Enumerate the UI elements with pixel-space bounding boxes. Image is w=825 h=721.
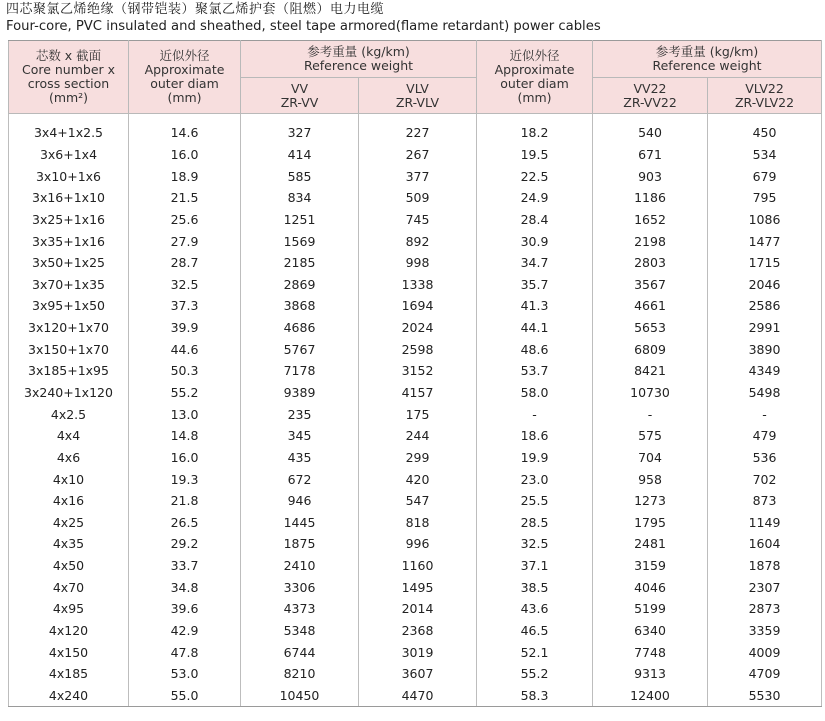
spacer-cell [708, 114, 822, 123]
spacer-cell [9, 114, 129, 123]
vv-weight-cell: 327 [241, 122, 359, 144]
core-section-cell: 4x50 [9, 555, 129, 577]
table-row [9, 403, 822, 425]
armored-outer-diameter-cell: 24.9 [477, 187, 593, 209]
table-row [9, 685, 822, 707]
armored-outer-diameter-cell: 35.7 [477, 273, 593, 295]
vv22-weight-cell: 12400 [593, 685, 708, 707]
zr-vlv-label: ZR-VLV [395, 94, 440, 110]
armored-diameter-header-en-line1: Approximate [494, 62, 575, 77]
vlv22-weight-cell: 2586 [708, 295, 822, 317]
vv22-weight-cell: 8421 [593, 360, 708, 382]
vlv-weight-cell: 3607 [359, 663, 477, 685]
vv-weight-cell: 3868 [241, 295, 359, 317]
armored-outer-diameter-cell: 25.5 [477, 490, 593, 512]
outer-diameter-cell: 39.6 [129, 598, 241, 620]
vlv-weight-cell: 2598 [359, 338, 477, 360]
table-spacer-row [9, 114, 822, 123]
vv22-weight-cell: 2481 [593, 533, 708, 555]
table-row [9, 576, 822, 598]
armored-weight-header-en: Reference weight [652, 58, 762, 73]
table-row [9, 317, 822, 339]
vlv-weight-cell: 227 [359, 122, 477, 144]
vlv22-weight-cell: 5498 [708, 382, 822, 404]
table-row [9, 360, 822, 382]
spacer-cell [241, 114, 359, 123]
vlv22-weight-cell: 2991 [708, 317, 822, 339]
core-header-cn: 芯数 x 截面 [35, 48, 102, 63]
vlv-weight-cell: 998 [359, 252, 477, 274]
table-body [9, 114, 822, 707]
spacer-cell [359, 114, 477, 123]
core-section-cell: 4x25 [9, 512, 129, 534]
table-row [9, 447, 822, 469]
table-header [9, 41, 822, 114]
outer-diameter-cell: 28.7 [129, 252, 241, 274]
vv-weight-cell: 235 [241, 403, 359, 425]
vlv-weight-cell: 1160 [359, 555, 477, 577]
vlv22-weight-cell: 1878 [708, 555, 822, 577]
outer-diameter-cell: 25.6 [129, 209, 241, 231]
vlv22-weight-cell: 4009 [708, 641, 822, 663]
vlv22-weight-cell: 536 [708, 447, 822, 469]
core-section-cell: 4x185 [9, 663, 129, 685]
vlv22-header [708, 78, 822, 114]
armored-diameter-header-cn: 近似外径 [509, 48, 560, 63]
core-section-cell: 4x150 [9, 641, 129, 663]
vv22-weight-cell: 3567 [593, 273, 708, 295]
vv-label: VV [290, 80, 309, 96]
diameter-header-en-line2: outer diam [150, 76, 219, 91]
vlv22-weight-cell: 4709 [708, 663, 822, 685]
vv-weight-cell: 2869 [241, 273, 359, 295]
armored-outer-diameter-cell: 53.7 [477, 360, 593, 382]
table-row [9, 187, 822, 209]
table-row [9, 533, 822, 555]
armored-outer-diameter-cell: 37.1 [477, 555, 593, 577]
vlv-weight-cell: 2014 [359, 598, 477, 620]
vv-weight-cell: 834 [241, 187, 359, 209]
armored-outer-diameter-cell: - [477, 403, 593, 425]
outer-diameter-cell: 26.5 [129, 512, 241, 534]
vlv-weight-cell: 4470 [359, 685, 477, 707]
vlv22-weight-cell: 1149 [708, 512, 822, 534]
table-row [9, 165, 822, 187]
core-section-cell: 3x6+1x4 [9, 144, 129, 166]
vv-weight-cell: 946 [241, 490, 359, 512]
core-section-cell: 3x50+1x25 [9, 252, 129, 274]
outer-diameter-cell: 14.6 [129, 122, 241, 144]
vv-weight-cell: 1875 [241, 533, 359, 555]
armored-diameter-header-unit: (mm) [517, 90, 552, 105]
vlv22-weight-cell: 795 [708, 187, 822, 209]
table-row [9, 122, 822, 144]
armored-outer-diameter-cell: 23.0 [477, 468, 593, 490]
vv-weight-cell: 5348 [241, 620, 359, 642]
vlv-weight-cell: 377 [359, 165, 477, 187]
vlv22-weight-cell: 3359 [708, 620, 822, 642]
outer-diameter-cell: 50.3 [129, 360, 241, 382]
vlv22-weight-cell: 450 [708, 122, 822, 144]
vlv22-weight-cell: 534 [708, 144, 822, 166]
table-row [9, 468, 822, 490]
outer-diameter-cell: 16.0 [129, 447, 241, 469]
vlv22-weight-cell: 679 [708, 165, 822, 187]
spacer-cell [129, 114, 241, 123]
vlv-weight-cell: 1338 [359, 273, 477, 295]
vlv-weight-cell: 175 [359, 403, 477, 425]
page-title-chinese: 四芯聚氯乙烯绝缘（钢带铠装）聚氯乙烯护套（阻燃）电力电缆 [6, 2, 385, 17]
table-row [9, 598, 822, 620]
armored-outer-diameter-cell: 58.0 [477, 382, 593, 404]
vv-weight-cell: 6744 [241, 641, 359, 663]
table-row [9, 663, 822, 685]
vv22-weight-cell: 5199 [593, 598, 708, 620]
diameter-header-en-line1: Approximate [144, 62, 225, 77]
vlv-weight-cell: 1495 [359, 576, 477, 598]
spacer-cell [477, 114, 593, 123]
armored-outer-diameter-cell: 52.1 [477, 641, 593, 663]
table-row [9, 209, 822, 231]
vlv22-weight-cell: 5530 [708, 685, 822, 707]
vv22-weight-cell: 1273 [593, 490, 708, 512]
outer-diameter-cell: 14.8 [129, 425, 241, 447]
vlv-weight-cell: 299 [359, 447, 477, 469]
vlv22-weight-cell: 1604 [708, 533, 822, 555]
vv-weight-cell: 9389 [241, 382, 359, 404]
vlv22-weight-cell: 1715 [708, 252, 822, 274]
armored-diameter-header-en-line2: outer diam [500, 76, 569, 91]
vlv-weight-cell: 818 [359, 512, 477, 534]
vlv22-weight-cell: 1477 [708, 230, 822, 252]
core-section-cell: 4x240 [9, 685, 129, 707]
vv22-weight-cell: 4046 [593, 576, 708, 598]
vlv-weight-cell: 1694 [359, 295, 477, 317]
vv-weight-cell: 1445 [241, 512, 359, 534]
vv22-weight-cell: 540 [593, 122, 708, 144]
vlv22-weight-cell: 479 [708, 425, 822, 447]
vv-weight-cell: 2410 [241, 555, 359, 577]
vv22-weight-cell: 1652 [593, 209, 708, 231]
vv-weight-cell: 10450 [241, 685, 359, 707]
core-header-en-line1: Core number x [21, 62, 116, 77]
vlv-weight-cell: 267 [359, 144, 477, 166]
vv-weight-cell: 4686 [241, 317, 359, 339]
armored-outer-diameter-cell: 28.4 [477, 209, 593, 231]
vlv22-weight-cell: 702 [708, 468, 822, 490]
vv-weight-cell: 3306 [241, 576, 359, 598]
table-row [9, 641, 822, 663]
cable-spec-table [8, 40, 822, 707]
outer-diameter-cell: 27.9 [129, 230, 241, 252]
vlv22-weight-cell: 4349 [708, 360, 822, 382]
core-section-cell: 3x240+1x120 [9, 382, 129, 404]
page-title-english: Four-core, PVC insulated and sheathed, steel tape armored(flame retardant) power cables [6, 19, 601, 34]
armored-outer-diameter-cell: 58.3 [477, 685, 593, 707]
armored-outer-diameter-cell: 48.6 [477, 338, 593, 360]
vv22-weight-cell: 671 [593, 144, 708, 166]
vv-weight-cell: 435 [241, 447, 359, 469]
outer-diameter-cell: 55.0 [129, 685, 241, 707]
spacer-cell [593, 114, 708, 123]
outer-diameter-cell: 13.0 [129, 403, 241, 425]
outer-diameter-cell: 33.7 [129, 555, 241, 577]
outer-diameter-cell: 34.8 [129, 576, 241, 598]
vv22-weight-cell: - [593, 403, 708, 425]
vlv22-weight-cell: 2873 [708, 598, 822, 620]
table-row [9, 425, 822, 447]
armored-outer-diameter-cell: 34.7 [477, 252, 593, 274]
outer-diameter-cell: 55.2 [129, 382, 241, 404]
armored-outer-diameter-cell: 28.5 [477, 512, 593, 534]
outer-diameter-cell: 39.9 [129, 317, 241, 339]
vlv-weight-cell: 420 [359, 468, 477, 490]
armored-outer-diameter-cell: 43.6 [477, 598, 593, 620]
armored-outer-diameter-cell: 19.9 [477, 447, 593, 469]
vv-header [241, 78, 359, 114]
armored-outer-diameter-cell: 30.9 [477, 230, 593, 252]
table-row [9, 144, 822, 166]
armored-outer-diameter-cell: 19.5 [477, 144, 593, 166]
vlv-weight-cell: 4157 [359, 382, 477, 404]
outer-diameter-cell: 44.6 [129, 338, 241, 360]
armored-outer-diameter-cell: 55.2 [477, 663, 593, 685]
diameter-header-cn: 近似外径 [159, 48, 210, 63]
core-section-cell: 4x10 [9, 468, 129, 490]
vv-weight-cell: 1251 [241, 209, 359, 231]
vv22-weight-cell: 7748 [593, 641, 708, 663]
vv-weight-cell: 2185 [241, 252, 359, 274]
armored-outer-diameter-cell: 32.5 [477, 533, 593, 555]
table-row [9, 620, 822, 642]
armored-outer-diameter-cell: 46.5 [477, 620, 593, 642]
vv22-weight-cell: 575 [593, 425, 708, 447]
outer-diameter-cell: 21.5 [129, 187, 241, 209]
vv22-weight-cell: 5653 [593, 317, 708, 339]
vv22-weight-cell: 3159 [593, 555, 708, 577]
vv22-weight-cell: 704 [593, 447, 708, 469]
outer-diameter-cell: 47.8 [129, 641, 241, 663]
outer-diameter-cell: 37.3 [129, 295, 241, 317]
core-section-cell: 3x16+1x10 [9, 187, 129, 209]
weight-header [241, 41, 477, 78]
vlv-weight-cell: 745 [359, 209, 477, 231]
zr-vlv22-label: ZR-VLV22 [734, 94, 795, 110]
vlv-weight-cell: 547 [359, 490, 477, 512]
core-section-cell: 3x35+1x16 [9, 230, 129, 252]
core-section-cell: 4x16 [9, 490, 129, 512]
vv22-weight-cell: 1186 [593, 187, 708, 209]
vv-weight-cell: 585 [241, 165, 359, 187]
vlv-header [359, 78, 477, 114]
armored-weight-header [593, 41, 822, 78]
vlv-label: VLV [406, 80, 429, 96]
core-section-cell: 3x95+1x50 [9, 295, 129, 317]
core-section-cell: 3x185+1x95 [9, 360, 129, 382]
vlv22-weight-cell: 1086 [708, 209, 822, 231]
vv22-weight-cell: 2803 [593, 252, 708, 274]
table-row [9, 382, 822, 404]
core-section-header [9, 41, 129, 114]
weight-header-cn: 参考重量 (kg/km) [307, 44, 410, 59]
armored-outer-diameter-cell: 38.5 [477, 576, 593, 598]
diameter-header-unit: (mm) [167, 90, 202, 105]
vlv-weight-cell: 2024 [359, 317, 477, 339]
core-section-cell: 3x120+1x70 [9, 317, 129, 339]
core-section-cell: 4x70 [9, 576, 129, 598]
vv-weight-cell: 5767 [241, 338, 359, 360]
table-row [9, 295, 822, 317]
vlv-weight-cell: 509 [359, 187, 477, 209]
vv22-label: VV22 [633, 80, 667, 96]
core-section-cell: 4x4 [9, 425, 129, 447]
core-section-cell: 3x4+1x2.5 [9, 122, 129, 144]
vv22-weight-cell: 6809 [593, 338, 708, 360]
vlv-weight-cell: 3019 [359, 641, 477, 663]
core-section-cell: 3x10+1x6 [9, 165, 129, 187]
table-row [9, 338, 822, 360]
table-row [9, 512, 822, 534]
outer-diameter-cell: 16.0 [129, 144, 241, 166]
outer-diameter-cell: 19.3 [129, 468, 241, 490]
outer-diameter-cell: 21.8 [129, 490, 241, 512]
vv-weight-cell: 7178 [241, 360, 359, 382]
vlv22-weight-cell: 3890 [708, 338, 822, 360]
core-header-en-line2: cross section [27, 76, 110, 91]
vv-weight-cell: 345 [241, 425, 359, 447]
weight-header-en: Reference weight [303, 58, 414, 73]
core-section-cell: 3x150+1x70 [9, 338, 129, 360]
table-row [9, 252, 822, 274]
table-row [9, 490, 822, 512]
vv22-weight-cell: 9313 [593, 663, 708, 685]
core-section-cell: 4x2.5 [9, 403, 129, 425]
core-header-unit: (mm²) [48, 90, 89, 105]
zr-vv22-label: ZR-VV22 [623, 94, 677, 110]
vv-weight-cell: 414 [241, 144, 359, 166]
outer-diameter-cell: 32.5 [129, 273, 241, 295]
vlv22-weight-cell: 2046 [708, 273, 822, 295]
vv-weight-cell: 1569 [241, 230, 359, 252]
armored-outer-diameter-cell: 18.2 [477, 122, 593, 144]
vv22-weight-cell: 2198 [593, 230, 708, 252]
armored-weight-header-cn: 参考重量 (kg/km) [655, 44, 759, 59]
vlv22-weight-cell: - [708, 403, 822, 425]
vlv-weight-cell: 2368 [359, 620, 477, 642]
core-section-cell: 3x70+1x35 [9, 273, 129, 295]
vv22-weight-cell: 1795 [593, 512, 708, 534]
vlv-weight-cell: 3152 [359, 360, 477, 382]
core-section-cell: 4x35 [9, 533, 129, 555]
armored-outer-diameter-cell: 18.6 [477, 425, 593, 447]
core-section-cell: 4x6 [9, 447, 129, 469]
table-row [9, 273, 822, 295]
vlv22-weight-cell: 2307 [708, 576, 822, 598]
vv22-weight-cell: 10730 [593, 382, 708, 404]
table-row [9, 555, 822, 577]
core-section-cell: 3x25+1x16 [9, 209, 129, 231]
vlv22-label: VLV22 [745, 80, 784, 96]
vv-weight-cell: 4373 [241, 598, 359, 620]
outer-diameter-cell: 53.0 [129, 663, 241, 685]
outer-diameter-cell: 18.9 [129, 165, 241, 187]
vv22-weight-cell: 6340 [593, 620, 708, 642]
outer-diameter-cell: 42.9 [129, 620, 241, 642]
vlv-weight-cell: 244 [359, 425, 477, 447]
vv22-weight-cell: 903 [593, 165, 708, 187]
core-section-cell: 4x95 [9, 598, 129, 620]
vv22-header [593, 78, 708, 114]
vlv-weight-cell: 996 [359, 533, 477, 555]
core-section-cell: 4x120 [9, 620, 129, 642]
table-row [9, 230, 822, 252]
vlv-weight-cell: 892 [359, 230, 477, 252]
outer-diameter-cell: 29.2 [129, 533, 241, 555]
vlv22-weight-cell: 873 [708, 490, 822, 512]
vv22-weight-cell: 4661 [593, 295, 708, 317]
diameter-header [129, 41, 241, 114]
vv-weight-cell: 8210 [241, 663, 359, 685]
vv22-weight-cell: 958 [593, 468, 708, 490]
armored-outer-diameter-cell: 22.5 [477, 165, 593, 187]
armored-diameter-header [477, 41, 593, 114]
zr-vv-label: ZR-VV [280, 94, 319, 110]
armored-outer-diameter-cell: 44.1 [477, 317, 593, 339]
armored-outer-diameter-cell: 41.3 [477, 295, 593, 317]
vv-weight-cell: 672 [241, 468, 359, 490]
